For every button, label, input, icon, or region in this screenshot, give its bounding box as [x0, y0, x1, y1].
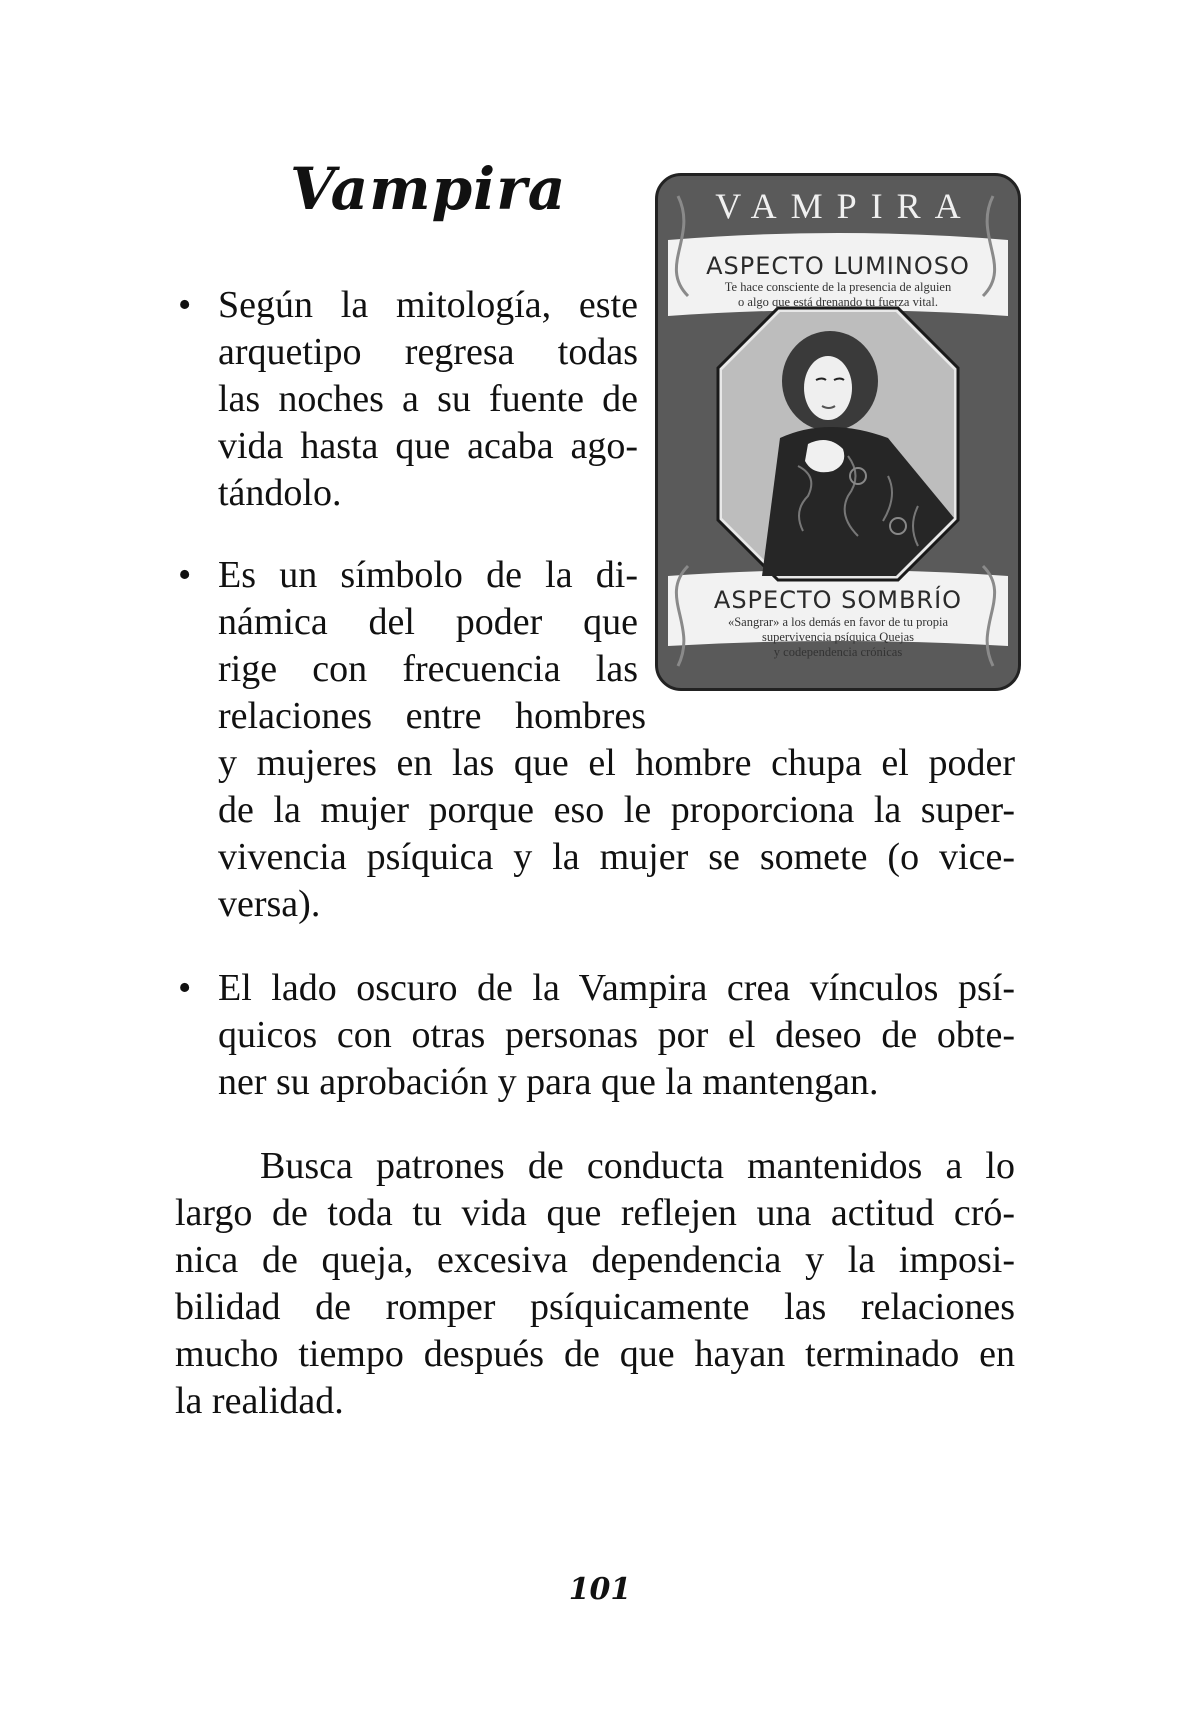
text-line: y mujeres en las que el hombre chupa el poder — [218, 742, 1015, 784]
luminous-aspect-heading: ASPECTO LUMINOSO — [706, 252, 970, 280]
page-number: 101 — [568, 1572, 632, 1607]
bullet-item-2 — [218, 552, 1015, 928]
text-line: largo de toda tu vida que reflejen una actitud cró- — [175, 1192, 1015, 1234]
page-title: Vampira — [290, 155, 567, 223]
text-line: El lado oscuro de la Vampira crea vínculos psí- — [218, 967, 1015, 1009]
text-line: vida hasta que acaba ago- — [218, 425, 638, 467]
card-name: VAMPIRA — [715, 186, 975, 226]
text-line: Busca patrones de conducta mantenidos a lo — [260, 1145, 1015, 1187]
figure-face — [804, 356, 852, 420]
text-line: bilidad de romper psíquicamente las relaciones — [175, 1286, 1015, 1328]
shadow-aspect-heading: ASPECTO SOMBRÍO — [713, 586, 963, 614]
text-line: quicos con otras personas por el deseo de obte- — [218, 1014, 1015, 1056]
shadow-aspect-text: «Sangrar» a los demás en favor de tu propia supervivencia psíquica Quejas y codependencia crónicas — [727, 615, 949, 659]
text-line: námica del poder que — [218, 601, 638, 643]
text-line: la realidad. — [175, 1380, 344, 1422]
bullet-marker: • — [178, 284, 192, 326]
luminous-aspect-text: Te hace consciente de la presencia de alguien o algo que está drenando tu fuerza vital. — [724, 280, 952, 309]
text-line: vivencia psíquica y la mujer se somete (o vice- — [218, 836, 1015, 878]
text-line: relaciones entre hombres — [218, 695, 646, 737]
text-line: tándolo. — [218, 472, 342, 514]
bullet-item-1 — [218, 282, 638, 517]
text-line: mucho tiempo después de que hayan terminado en — [175, 1333, 1015, 1375]
bullet-item-3 — [218, 965, 1015, 1106]
text-line: Según la mitología, este — [218, 284, 638, 326]
bullet-marker: • — [178, 554, 192, 596]
body-paragraph — [175, 1143, 1015, 1425]
text-line: de la mujer porque eso le proporciona la super- — [218, 789, 1015, 831]
bullet-marker: • — [178, 967, 192, 1009]
text-line: ner su aprobación y para que la mantengan. — [218, 1061, 879, 1103]
text-line: rige con frecuencia las — [218, 648, 638, 690]
text-line: arquetipo regresa todas — [218, 331, 638, 373]
text-line: versa). — [218, 883, 321, 925]
text-line: Es un símbolo de la di- — [218, 554, 638, 596]
text-line: nica de queja, excesiva dependencia y la imposi- — [175, 1239, 1015, 1281]
text-line: las noches a su fuente de — [218, 378, 638, 420]
